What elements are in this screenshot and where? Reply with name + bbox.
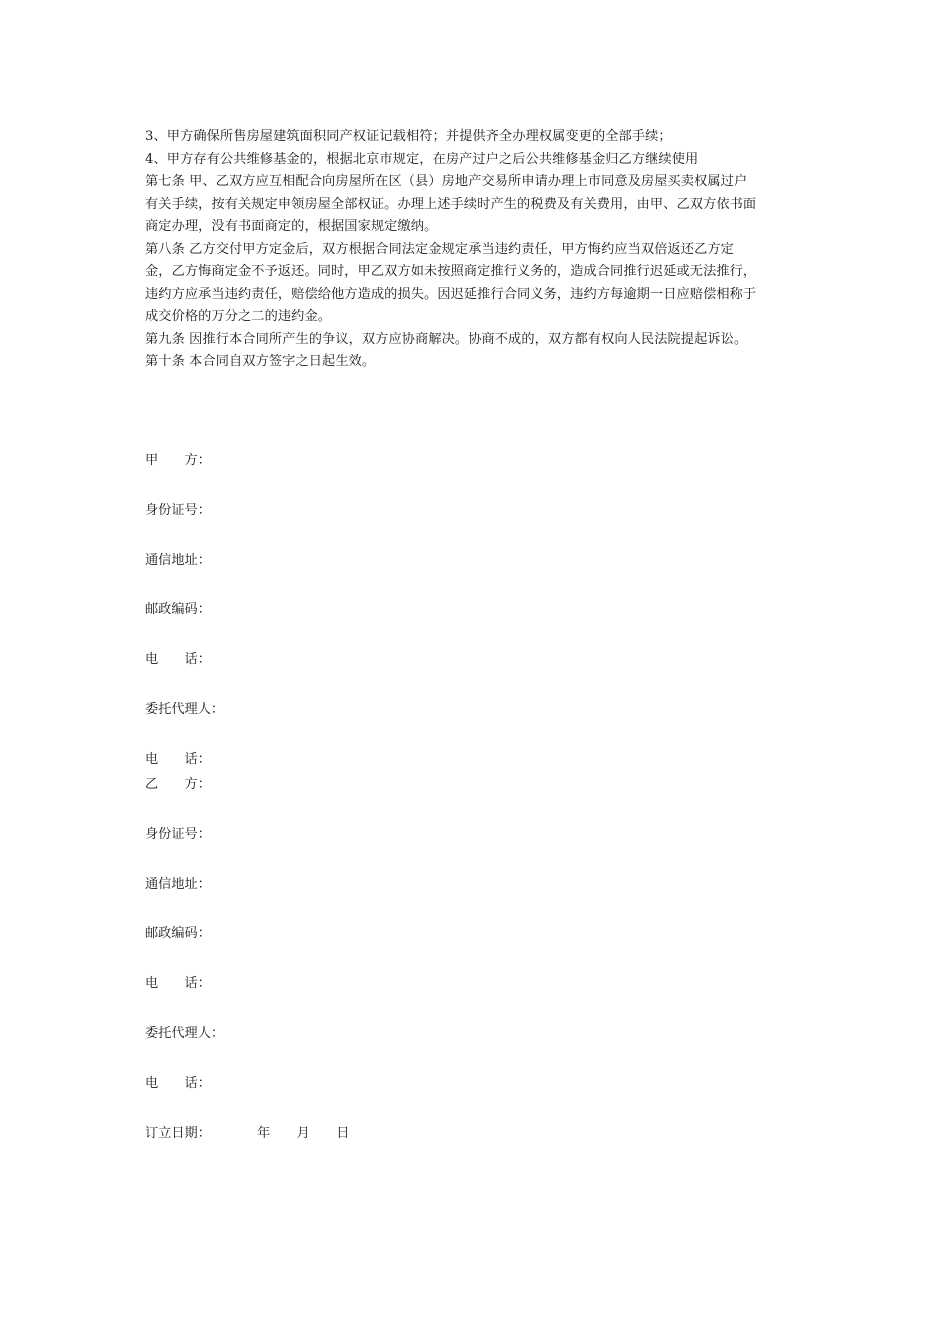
party-a-address: 通信地址： [145,553,211,568]
clause-line-3: 3、甲方确保所售房屋建筑面积同产权证记载相符；并提供齐全办理权属变更的全部手续； [145,129,672,144]
party-b-label: 乙 方： [145,777,211,792]
article-7-line-1: 第七条 甲、乙双方应互相配合向房屋所在区（县）房地产交易所申请办理上市同意及房屋买卖权属过户 [145,174,748,189]
party-a-id-number: 身份证号： [145,503,211,518]
signing-date: 订立日期： 年 月 日 [145,1126,350,1141]
article-8-line-3: 违约方应承当违约责任，赔偿给他方造成的损失。因迟延推行合同义务，违约方每逾期一日应赔偿相称于 [145,286,757,302]
clause-line-4: 4、甲方存有公共维修基金的，根据北京市规定，在房产过户之后公共维修基金归乙方继续使用 [145,151,699,167]
party-a-postcode: 邮政编码： [145,602,211,617]
party-b-id-number: 身份证号： [145,827,211,842]
party-a-agent-phone: 电 话： [145,752,211,767]
party-b-agent: 委托代理人： [145,1026,225,1041]
article-10-line: 第十条 本合同自双方签字之日起生效。 [145,354,376,369]
article-8-line-2: 金，乙方悔商定金不予返还。同时，甲乙双方如未按照商定推行义务的，造成合同推行迟延或无法推行， [145,264,757,279]
article-7-line-2: 有关手续，按有关规定申领房屋全部权证。办理上述手续时产生的税费及有关费用，由甲、乙双方依书面 [145,196,757,212]
party-b-phone: 电 话： [145,976,211,991]
party-b-postcode: 邮政编码： [145,926,211,941]
party-a-agent: 委托代理人： [145,702,225,717]
party-a-phone: 电 话： [145,652,211,667]
article-7-line-3: 商定办理，没有书面商定的，根据国家规定缴纳。 [145,219,438,234]
article-8-line-4: 成交价格的万分之二的违约金。 [145,309,332,324]
contract-clauses [145,126,810,374]
party-a-label: 甲 方： [145,453,211,468]
party-b-agent-phone: 电 话： [145,1076,211,1091]
article-8-line-1: 第八条 乙方交付甲方定金后，双方根据合同法定金规定承当违约责任，甲方悔约应当双倍返还乙方定 [145,241,734,257]
article-9-line: 第九条 因推行本合同所产生的争议，双方应协商解决。协商不成的，双方都有权向人民法院提起诉讼。 [145,331,748,347]
party-b-address: 通信地址： [145,877,211,892]
